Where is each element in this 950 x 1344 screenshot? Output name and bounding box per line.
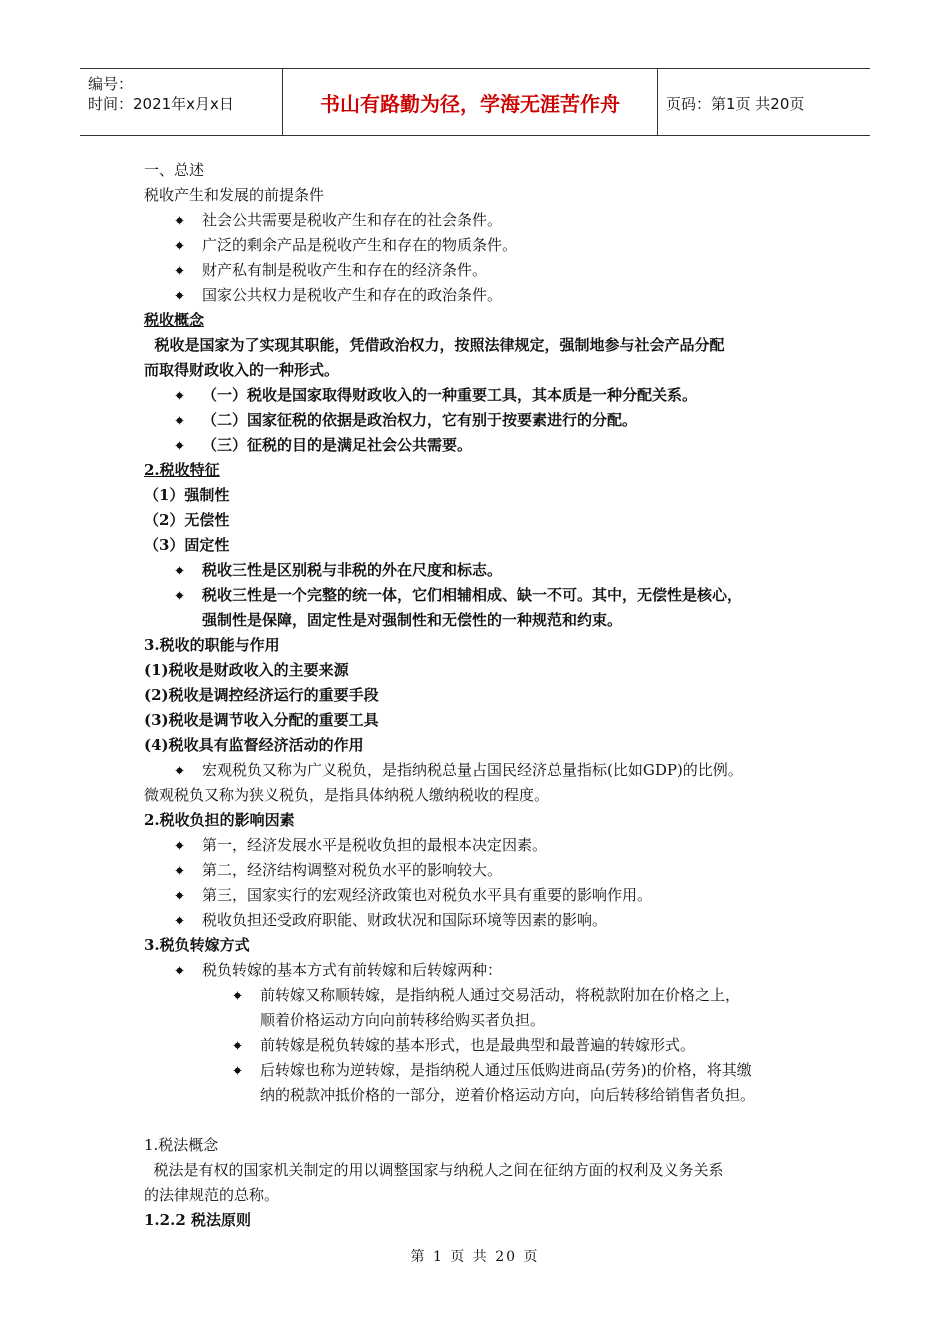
bullet-item: 广泛的剩余产品是税收产生和存在的物质条件。 — [144, 233, 834, 258]
paragraph: 微观税负又称为狭义税负，是指具体纳税人缴纳税收的程度。 — [144, 786, 550, 804]
header-table — [80, 68, 870, 136]
header-page-code: 页码：第1页 共20页 — [666, 95, 805, 113]
bullet-icon — [175, 391, 184, 400]
bullet-item: 财产私有制是税收产生和存在的经济条件。 — [144, 258, 834, 283]
bullet-icon — [175, 441, 184, 450]
bullet-item: （一）税收是国家取得财政收入的一种重要工具，其本质是一种分配关系。 — [144, 383, 834, 408]
bullet-icon — [175, 291, 184, 300]
bullet-icon — [175, 591, 184, 600]
bullet-icon — [175, 841, 184, 850]
sub-bullet-item: 前转嫁是税负转嫁的基本形式，也是最典型和最普遍的转嫁形式。 — [144, 1033, 834, 1058]
header-motto: 书山有路勤为径，学海无涯苦作舟 — [320, 91, 620, 116]
document-body — [144, 158, 834, 1233]
section-heading: 3.税收的职能与作用 — [144, 636, 280, 654]
bullet-icon — [175, 266, 184, 275]
bullet-icon — [233, 1066, 242, 1075]
bullet-icon — [175, 766, 184, 775]
bullet-item: 税收三性是区别税与非税的外在尺度和标志。 — [144, 558, 834, 583]
section-heading: 3.税负转嫁方式 — [144, 936, 250, 954]
bullet-item: 税收三性是一个完整的统一体，它们相辅相成、缺一不可。其中，无偿性是核心， — [144, 583, 834, 608]
list-item: （3）固定性 — [144, 536, 230, 554]
list-item: （1）强制性 — [144, 486, 230, 504]
bullet-icon — [175, 566, 184, 575]
bullet-icon — [175, 966, 184, 975]
section-heading: 2.税收特征 — [144, 461, 220, 479]
page-footer: 第 1 页 共 20 页 — [410, 1249, 540, 1265]
bullet-item: 第三，国家实行的宏观经济政策也对税负水平具有重要的影响作用。 — [144, 883, 834, 908]
section-heading: 1.2.2 税法原则 — [144, 1211, 251, 1229]
list-item: （2）无偿性 — [144, 511, 230, 529]
section-heading: 税收概念 — [144, 311, 205, 329]
bullet-icon — [175, 241, 184, 250]
sub-bullet-item: 前转嫁又称顺转嫁，是指纳税人通过交易活动，将税款附加在价格之上， — [144, 983, 834, 1008]
bullet-icon — [175, 916, 184, 925]
bullet-continuation: 强制性是保障，固定性是对强制性和无偿性的一种规范和约束。 — [202, 611, 623, 629]
date-label: 时间：2021年x月x日 — [88, 95, 234, 113]
paragraph: 的法律规范的总称。 — [144, 1186, 280, 1204]
header-info-cell — [80, 69, 282, 135]
bullet-icon — [175, 416, 184, 425]
bullet-item: 社会公共需要是税收产生和存在的社会条件。 — [144, 208, 834, 233]
bullet-item: （二）国家征税的依据是政治权力，它有别于按要素进行的分配。 — [144, 408, 834, 433]
bullet-icon — [175, 216, 184, 225]
bullet-continuation: 纳的税款冲抵价格的一部分，逆着价格运动方向，向后转移给销售者负担。 — [260, 1086, 756, 1104]
bullet-icon — [233, 991, 242, 1000]
bullet-item: 宏观税负又称为广义税负，是指纳税总量占国民经济总量指标(比如GDP)的比例。 — [144, 758, 834, 783]
list-item: (4)税收具有监督经济活动的作用 — [144, 736, 364, 754]
number-label: 编号： — [88, 75, 134, 93]
bullet-continuation: 顺着价格运动方向向前转移给购买者负担。 — [260, 1011, 546, 1029]
section-heading: 2.税收负担的影响因素 — [144, 811, 295, 829]
bullet-icon — [175, 866, 184, 875]
paragraph: 税收产生和发展的前提条件 — [144, 186, 325, 204]
bullet-item: 国家公共权力是税收产生和存在的政治条件。 — [144, 283, 834, 308]
bullet-item: 第二，经济结构调整对税负水平的影响较大。 — [144, 858, 834, 883]
section-heading: 1.税法概念 — [144, 1136, 219, 1154]
bullet-icon — [175, 891, 184, 900]
bullet-item: 税收负担还受政府职能、财政状况和国际环境等因素的影响。 — [144, 908, 834, 933]
bullet-item: 第一，经济发展水平是税收负担的最根本决定因素。 — [144, 833, 834, 858]
sub-bullet-item: 后转嫁也称为逆转嫁，是指纳税人通过压低购进商品(劳务)的价格，将其缴 — [144, 1058, 834, 1083]
bullet-item: 税负转嫁的基本方式有前转嫁和后转嫁两种： — [144, 958, 834, 983]
bullet-item: （三）征税的目的是满足社会公共需要。 — [144, 433, 834, 458]
paragraph: 税收是国家为了实现其职能，凭借政治权力，按照法律规定，强制地参与社会产品分配 — [144, 336, 725, 354]
bullet-icon — [233, 1041, 242, 1050]
paragraph: 税法是有权的国家机关制定的用以调整国家与纳税人之间在征纳方面的权利及义务关系 — [144, 1161, 724, 1179]
paragraph: 而取得财政收入的一种形式。 — [144, 361, 340, 379]
list-item: (3)税收是调节收入分配的重要工具 — [144, 711, 379, 729]
list-item: (2)税收是调控经济运行的重要手段 — [144, 686, 379, 704]
list-item: (1)税收是财政收入的主要来源 — [144, 661, 349, 679]
header-divider — [657, 69, 658, 135]
section-heading: 一、总述 — [144, 161, 205, 179]
